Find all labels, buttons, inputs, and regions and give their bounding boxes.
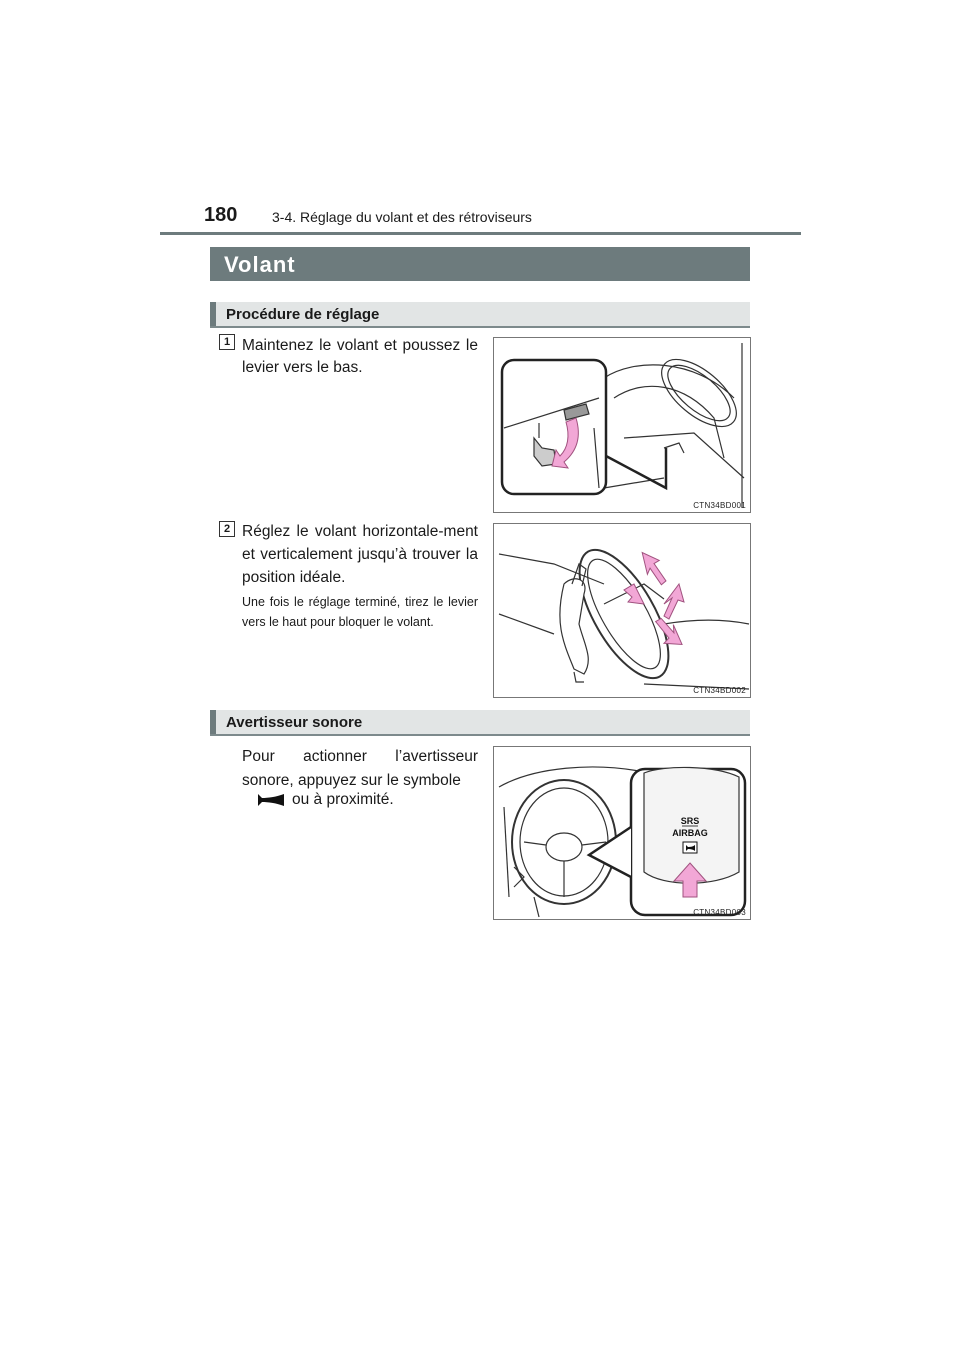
- steering-adjust-illustration: [494, 524, 750, 697]
- subsection-adjust-header: [210, 302, 750, 328]
- figure-code-2: CTN34BD002: [693, 686, 746, 695]
- subsection-adjust-title: Procédure de réglage: [226, 306, 380, 323]
- subsection-horn-title: Avertisseur sonore: [226, 714, 363, 731]
- horn-text: Pour actionner l’avertisseur sonore, appuyez sur le symbole: [242, 748, 478, 789]
- horn-icon: [256, 792, 286, 808]
- step-1-badge: 1: [219, 334, 235, 350]
- step-2-text: Réglez le volant horizontale-ment et verticalement jusqu’à trouver la position idéale.: [242, 523, 478, 586]
- airbag-srs-label: SRS: [680, 816, 700, 826]
- horn-illustration: [494, 747, 750, 919]
- step-2-badge: 2: [219, 521, 235, 537]
- steering-lever-illustration: [494, 338, 750, 512]
- horn-text-end: ou à proximité.: [292, 791, 394, 808]
- chapter-header: 3-4. Réglage du volant et des rétroviseurs: [272, 209, 532, 225]
- figure-lever-push: [493, 337, 751, 513]
- section-title: Volant: [224, 252, 296, 277]
- section-title-bar: [210, 247, 750, 281]
- subsection-horn-header: [210, 710, 750, 736]
- figure-horn: [493, 746, 751, 920]
- figure-code-1: CTN34BD001: [693, 501, 746, 510]
- header-rule: [160, 232, 801, 235]
- step-1-text: Maintenez le volant et poussez le levier vers le bas.: [242, 337, 478, 376]
- figure-wheel-adjust: [493, 523, 751, 698]
- figure-code-3: CTN34BD003: [693, 908, 746, 917]
- page-number: 180: [204, 204, 238, 226]
- step-2-note: Une fois le réglage terminé, tirez le levier vers le haut pour bloquer le volant.: [242, 595, 478, 629]
- airbag-label: AIRBAG: [672, 828, 708, 838]
